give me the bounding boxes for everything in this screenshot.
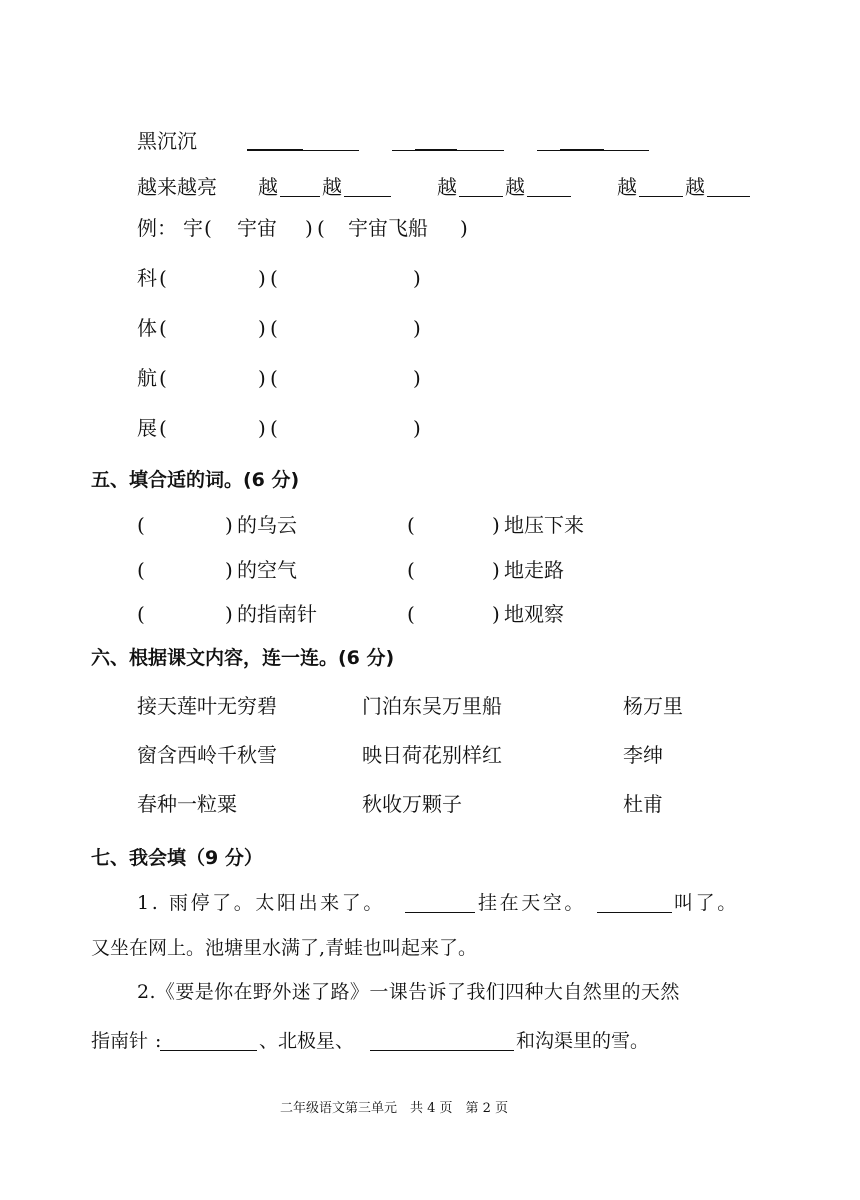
page-footer: 二年级语文第三单元 共 4 页 第 2 页 [280,1101,509,1116]
answer-blank[interactable] [160,1050,257,1051]
adverb-answer-slot[interactable] [420,512,486,538]
phrase-answer-slot[interactable] [284,415,410,441]
question-2-text: 指南针 [91,1030,149,1052]
answer-blank[interactable] [707,196,750,197]
yue-char: 越 [685,175,705,199]
answer-blank[interactable] [527,196,571,197]
phrase-verb: 地压下来 [504,513,584,537]
paren-close: ) [258,266,266,290]
char-zhan: 展 [137,416,157,440]
yue-char: 越 [437,175,457,199]
answer-blank[interactable] [344,196,391,197]
question-2-text: 2.《要是你在野外迷了路》一课告诉了我们四种大自然里的天然 [137,981,680,1003]
poem-line[interactable]: 秋收万颗子 [362,792,462,816]
answer-blank[interactable] [280,196,320,197]
question-1-text: 叫了。 [674,892,739,914]
poet-name[interactable]: 李绅 [623,743,663,767]
paren-open: ( [159,366,167,390]
adjective-answer-slot[interactable] [150,512,220,538]
paren-close: ) [413,416,421,440]
poet-name[interactable]: 杜甫 [623,792,663,816]
adjective-answer-slot[interactable] [150,557,220,583]
paren-close: ) [258,366,266,390]
phrase-noun: 的指南针 [237,602,317,626]
paren-close: ) [492,602,500,626]
paren-close: ) [225,558,233,582]
poem-line[interactable]: 门泊东吴万里船 [362,694,502,718]
word-heichenchen: 黑沉沉 [137,129,197,153]
paren-open: ( [137,558,145,582]
question-1-text: 又坐在网上。池塘里水满了,青蛙也叫起来了。 [91,937,478,959]
example-word: 宇宙 [237,216,277,240]
paren-close: ) [258,316,266,340]
phrase-noun: 的空气 [237,558,297,582]
answer-blank[interactable] [247,150,359,151]
answer-blank[interactable] [370,1050,514,1051]
paren-open: ( [407,513,415,537]
phrase-noun: 的乌云 [237,513,297,537]
example-phrase: 宇宙飞船 [348,216,428,240]
paren-open: ( [270,266,278,290]
adjective-answer-slot[interactable] [150,601,220,627]
phrase-verb: 地走路 [504,558,564,582]
answer-blank-mark [560,149,604,150]
paren-close: ) [492,558,500,582]
paren-open: ( [270,316,278,340]
example-prefix: 例： [137,216,177,240]
paren-open: ( [204,216,212,240]
paren-open: ( [137,602,145,626]
paren-close: ) [305,216,313,240]
paren-close: ) [413,266,421,290]
question-1-text: 1. 雨停了。太阳出来了。 [137,892,385,914]
paren-close: ) [413,366,421,390]
yue-char: 越 [505,175,525,199]
poem-line[interactable]: 春种一粒粟 [137,792,237,816]
answer-blank[interactable] [405,912,475,913]
section-heading-7: 七、我会填（9 分） [91,847,263,869]
yue-char: 越 [322,175,342,199]
adverb-answer-slot[interactable] [420,557,486,583]
paren-close: ) [492,513,500,537]
section-heading-5: 五、填合适的词。(6 分) [91,469,300,491]
word-answer-slot[interactable] [172,265,252,291]
phrase-answer-slot[interactable] [284,265,410,291]
word-answer-slot[interactable] [172,415,252,441]
phrase-verb: 地观察 [504,602,564,626]
answer-blank[interactable] [459,196,503,197]
paren-close: ) [225,602,233,626]
paren-open: ( [407,558,415,582]
paren-open: ( [159,316,167,340]
yue-char: 越 [258,175,278,199]
question-2-colon: : [155,1030,162,1052]
answer-blank[interactable] [597,912,672,913]
paren-open: ( [159,416,167,440]
answer-blank-mark [247,149,303,150]
poem-line[interactable]: 映日荷花别样红 [362,743,502,767]
paren-close: ) [258,416,266,440]
paren-open: ( [407,602,415,626]
paren-open: ( [159,266,167,290]
phrase-answer-slot[interactable] [284,315,410,341]
paren-close: ) [460,216,468,240]
question-2-text: 、北极星、 [259,1030,355,1052]
word-answer-slot[interactable] [172,315,252,341]
char-hang: 航 [137,366,157,390]
question-1-text: 挂在天空。 [478,892,587,914]
question-2-text: 和沟渠里的雪。 [516,1030,650,1052]
yue-char: 越 [617,175,637,199]
word-answer-slot[interactable] [172,365,252,391]
phrase-answer-slot[interactable] [284,365,410,391]
answer-blank[interactable] [392,150,504,151]
paren-open: ( [137,513,145,537]
paren-close: ) [225,513,233,537]
paren-open: ( [270,416,278,440]
word-yuelaiyueliang: 越来越亮 [137,175,217,199]
example-char: 宇 [183,216,203,240]
paren-open: ( [270,366,278,390]
answer-blank[interactable] [639,196,683,197]
paren-open: ( [317,216,325,240]
poem-line[interactable]: 窗含西岭千秋雪 [137,743,277,767]
answer-blank-mark [415,149,457,150]
answer-blank[interactable] [537,150,649,151]
adverb-answer-slot[interactable] [420,601,486,627]
paren-close: ) [413,316,421,340]
poem-line[interactable]: 接天莲叶无穷碧 [137,694,277,718]
section-heading-6: 六、根据课文内容，连一连。(6 分) [91,647,395,669]
char-ti: 体 [137,316,157,340]
poet-name[interactable]: 杨万里 [623,694,683,718]
char-ke: 科 [137,266,157,290]
